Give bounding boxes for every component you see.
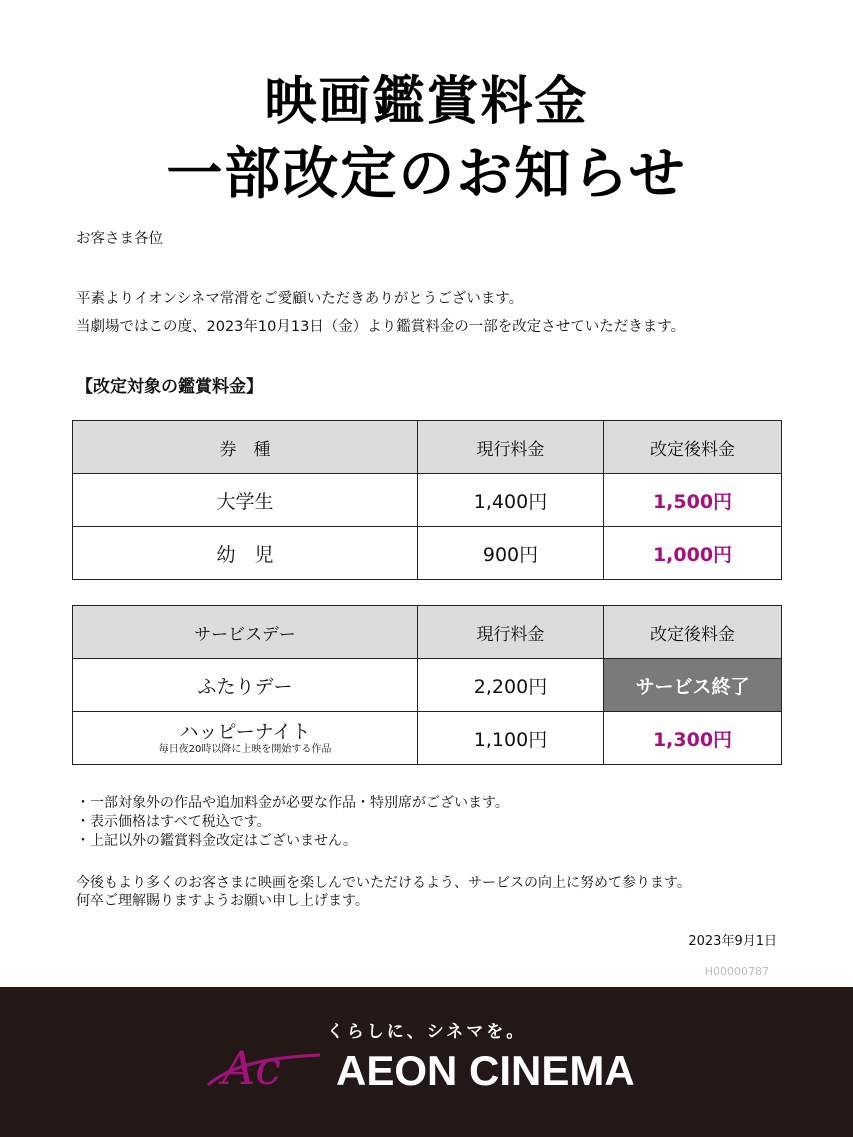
service-day-table: [72, 605, 782, 765]
document-code: H00000787: [704, 965, 769, 978]
table-row: [73, 474, 782, 527]
table-row: [73, 659, 782, 712]
page-title-line2: 一部改定のお知らせ: [166, 142, 687, 207]
ticket-type: 大学生: [73, 474, 418, 527]
current-price: 2,200円: [418, 659, 604, 712]
notes-list: [76, 794, 509, 851]
aeon-cinema-logo-icon: [200, 1037, 330, 1097]
closing-line-1: 今後もより多くのお客さまに映画を楽しんでいただけるよう、サービスの向上に努めて参ります。: [76, 875, 691, 891]
section-title: 【改定対象の鑑賞料金】: [76, 377, 263, 397]
service-type-cell: [73, 712, 418, 765]
service-ended-badge: サービス終了: [604, 659, 782, 712]
header-ticket-type: 券 種: [73, 421, 418, 474]
new-price: 1,300円: [604, 712, 782, 765]
header-new-price: 改定後料金: [604, 421, 782, 474]
header-current-price: 現行料金: [418, 421, 604, 474]
footer-tagline: くらしに、シネマを。: [326, 1022, 527, 1042]
note-item: ・一部対象外の作品や追加料金が必要な作品・特別席がございます。: [76, 795, 509, 811]
note-item: ・上記以外の鑑賞料金改定はございません。: [76, 833, 357, 849]
table-header-row: [73, 421, 782, 474]
current-price: 900円: [418, 527, 604, 580]
current-price: 1,100円: [418, 712, 604, 765]
current-price: 1,400円: [418, 474, 604, 527]
page-title-line1: 映画鑑賞料金: [264, 72, 589, 132]
greeting: お客さま各位: [76, 231, 163, 247]
header-service-day: サービスデー: [73, 606, 418, 659]
closing-line-2: 何卒ご理解賜りますようお願い申し上げます。: [76, 893, 369, 909]
intro-line-2: 当劇場ではこの度、2023年10月13日（金）より鑑賞料金の一部を改定させていただきます。: [76, 319, 686, 335]
service-type: ふたりデー: [73, 659, 418, 712]
footer-banner: [0, 987, 853, 1137]
issue-date: 2023年9月1日: [688, 934, 777, 949]
table-row: [73, 712, 782, 765]
service-note: 毎日夜20時以降に上映を開始する作品: [158, 743, 332, 755]
service-type: ハッピーナイト: [179, 720, 311, 743]
header-new-price: 改定後料金: [604, 606, 782, 659]
brand-name: AEON CINEMA: [336, 1047, 635, 1094]
intro-line-1: 平素よりイオンシネマ常滑をご愛顧いただきありがとうございます。: [76, 291, 524, 307]
ticket-fee-table: [72, 420, 782, 580]
logo-mark: Ac: [222, 1041, 281, 1095]
ticket-type: 幼 児: [73, 527, 418, 580]
new-price: 1,500円: [604, 474, 782, 527]
table-row: [73, 527, 782, 580]
table-header-row: [73, 606, 782, 659]
note-item: ・表示価格はすべて税込です。: [76, 814, 271, 830]
header-current-price: 現行料金: [418, 606, 604, 659]
new-price: 1,000円: [604, 527, 782, 580]
